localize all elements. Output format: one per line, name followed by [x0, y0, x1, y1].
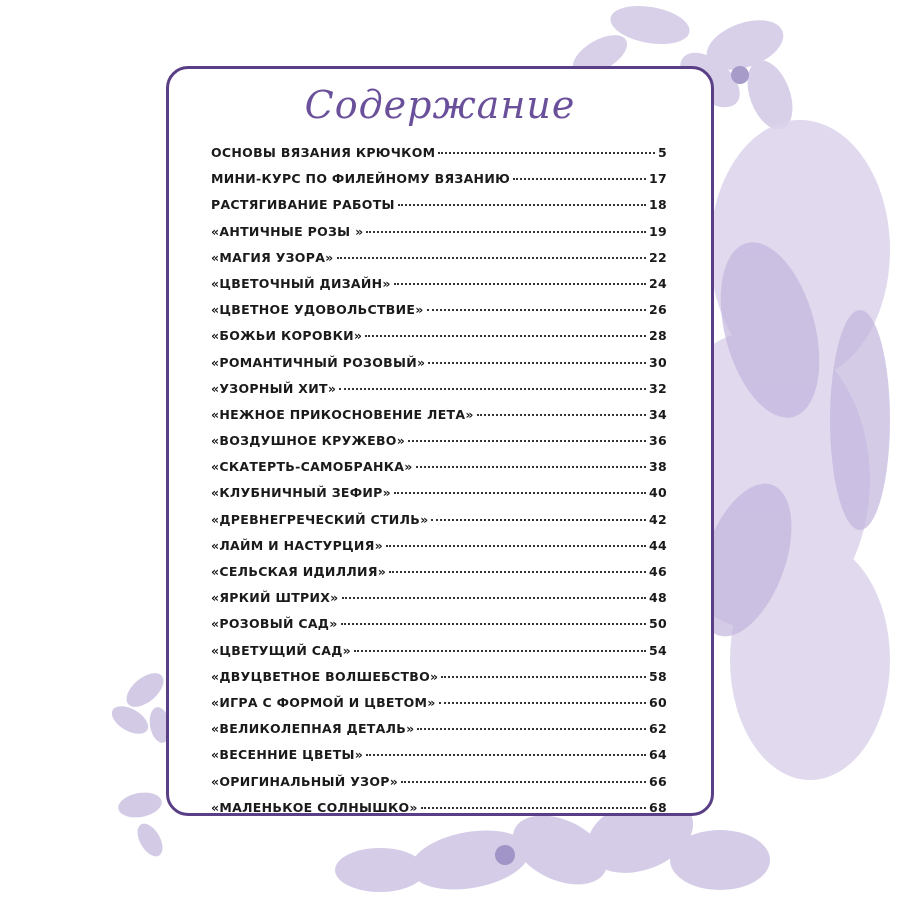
page-title: Содержание [304, 83, 576, 127]
toc-entry-page: 60 [649, 694, 667, 710]
toc-entry[interactable] [211, 197, 667, 223]
toc-entry-title: «ВОЗДУШНОЕ КРУЖЕВО» [211, 433, 406, 449]
dot-leader [398, 204, 646, 206]
toc-entry-page: 50 [649, 616, 667, 632]
toc-entry-title: «ЛАЙМ И НАСТУРЦИЯ» [211, 537, 383, 553]
toc-entry[interactable] [211, 538, 667, 564]
toc-entry-page: 66 [649, 773, 667, 789]
toc-panel [166, 66, 714, 816]
toc-entry[interactable] [211, 433, 667, 459]
dot-leader [441, 676, 646, 678]
toc-entry-page: 46 [649, 564, 667, 579]
toc-entry-title: «МАГИЯ УЗОРА» [211, 249, 334, 265]
toc-entry-page: 54 [649, 642, 667, 658]
toc-entry[interactable] [211, 695, 667, 721]
toc-entry-title: РАСТЯГИВАНИЕ РАБОТЫ [211, 197, 395, 213]
toc-entry-page: 44 [649, 537, 667, 553]
toc-entry[interactable] [211, 407, 667, 433]
toc-entry[interactable] [211, 355, 667, 381]
toc-entry-page: 22 [649, 249, 667, 265]
toc-entry-page: 24 [649, 275, 667, 291]
toc-entry[interactable] [211, 800, 667, 826]
toc-entry[interactable] [211, 721, 667, 747]
dot-leader [366, 754, 646, 756]
toc-entry[interactable] [211, 224, 667, 250]
toc-entry-title: «ОРИГИНАЛЬНЫЙ УЗОР» [211, 773, 399, 789]
toc-entry-page: 18 [649, 197, 667, 213]
toc-entry[interactable] [211, 747, 667, 773]
toc-entry-page: 36 [649, 433, 667, 449]
toc-entry-title: «СКАТЕРТЬ-САМОБРАНКА» [211, 459, 413, 475]
toc-entry[interactable] [211, 669, 667, 695]
toc-entry-page: 30 [649, 354, 667, 370]
toc-entry[interactable] [211, 276, 667, 302]
dot-leader [386, 545, 646, 547]
toc-entry-page: 28 [649, 328, 667, 344]
dot-leader [339, 388, 646, 390]
toc-entry[interactable] [211, 459, 667, 485]
toc-entry-page: 17 [649, 171, 667, 187]
dot-leader [417, 728, 646, 730]
dot-leader [427, 309, 646, 311]
toc-entry-title: «ЦВЕТУЩИЙ САД» [211, 642, 352, 658]
dot-leader [513, 178, 646, 180]
toc-entry-title: «МАЛЕНЬКОЕ СОЛНЫШКО» [211, 799, 418, 815]
toc-entry-page: 38 [649, 459, 667, 475]
dot-leader [428, 362, 646, 364]
dot-leader [365, 335, 646, 337]
toc-entry-title: «ВЕЛИКОЛЕПНАЯ ДЕТАЛЬ» [211, 721, 415, 737]
dot-leader [416, 466, 646, 468]
dot-leader [401, 781, 646, 783]
toc-entry[interactable] [211, 512, 667, 538]
toc-entry[interactable] [211, 590, 667, 616]
toc-entry-title: «ЦВЕТНОЕ УДОВОЛЬСТВИЕ» [211, 302, 424, 318]
toc-entry-title: «НЕЖНОЕ ПРИКОСНОВЕНИЕ ЛЕТА» [211, 406, 474, 422]
toc-entry[interactable] [211, 328, 667, 354]
toc-entry-title: «УЗОРНЫЙ ХИТ» [211, 380, 337, 396]
toc-entry-title: МИНИ-КУРС ПО ФИЛЕЙНОМУ ВЯЗАНИЮ [211, 171, 511, 187]
dot-leader [477, 414, 646, 416]
dot-leader [439, 702, 646, 704]
toc-entry-page: 58 [649, 668, 667, 684]
toc-entry[interactable] [211, 564, 667, 590]
toc-entry-title: «ДВУЦВЕТНОЕ ВОЛШЕБСТВО» [211, 668, 439, 684]
toc-entry-title: «АНТИЧНЫЕ РОЗЫ » [211, 223, 364, 239]
toc-entry-title: «ИГРА С ФОРМОЙ И ЦВЕТОМ» [211, 694, 436, 710]
toc-entry-page: 68 [649, 799, 667, 815]
toc-entry-title: «СЕЛЬСКАЯ ИДИЛЛИЯ» [211, 564, 387, 579]
toc-entry-page: 64 [649, 747, 667, 763]
dot-leader [394, 283, 646, 285]
dot-leader [341, 623, 646, 625]
toc-entry[interactable] [211, 250, 667, 276]
toc-entry-page: 32 [649, 380, 667, 396]
toc-entry[interactable] [211, 643, 667, 669]
toc-entry-page: 34 [649, 406, 667, 422]
dot-leader [342, 597, 646, 599]
toc-entry[interactable] [211, 616, 667, 642]
toc-entry[interactable] [211, 302, 667, 328]
toc-entry-title: «ЦВЕТОЧНЫЙ ДИЗАЙН» [211, 275, 391, 291]
toc-entry[interactable] [211, 145, 667, 171]
toc-entry-title: «РОЗОВЫЙ САД» [211, 616, 338, 632]
toc-entry[interactable] [211, 774, 667, 800]
toc-entry[interactable] [211, 381, 667, 407]
toc-entry-page: 40 [649, 485, 667, 501]
toc-list [211, 145, 667, 826]
toc-entry-page: 19 [649, 223, 667, 239]
toc-entry-page: 5 [658, 145, 667, 160]
dot-leader [366, 231, 646, 233]
toc-entry-title: «ВЕСЕННИЕ ЦВЕТЫ» [211, 747, 364, 763]
toc-entry-title: «ЯРКИЙ ШТРИХ» [211, 590, 339, 606]
toc-entry-title: ОСНОВЫ ВЯЗАНИЯ КРЮЧКОМ [211, 145, 436, 160]
dot-leader [431, 519, 646, 521]
toc-entry-title: «БОЖЬИ КОРОВКИ» [211, 328, 363, 344]
toc-entry-page: 26 [649, 302, 667, 318]
toc-entry-title: «КЛУБНИЧНЫЙ ЗЕФИР» [211, 485, 392, 501]
toc-entry-title: «ДРЕВНЕГРЕЧЕСКИЙ СТИЛЬ» [211, 511, 429, 527]
dot-leader [337, 257, 646, 259]
dot-leader [394, 492, 646, 494]
toc-entry-page: 48 [649, 590, 667, 606]
toc-entry-title: «РОМАНТИЧНЫЙ РОЗОВЫЙ» [211, 354, 426, 370]
dot-leader [438, 152, 655, 154]
dot-leader [389, 571, 646, 573]
toc-entry[interactable] [211, 485, 667, 511]
toc-entry-page: 62 [649, 721, 667, 737]
dot-leader [421, 807, 646, 809]
toc-entry-page: 42 [649, 511, 667, 527]
dot-leader [354, 650, 646, 652]
toc-entry[interactable] [211, 171, 667, 197]
dot-leader [408, 440, 646, 442]
